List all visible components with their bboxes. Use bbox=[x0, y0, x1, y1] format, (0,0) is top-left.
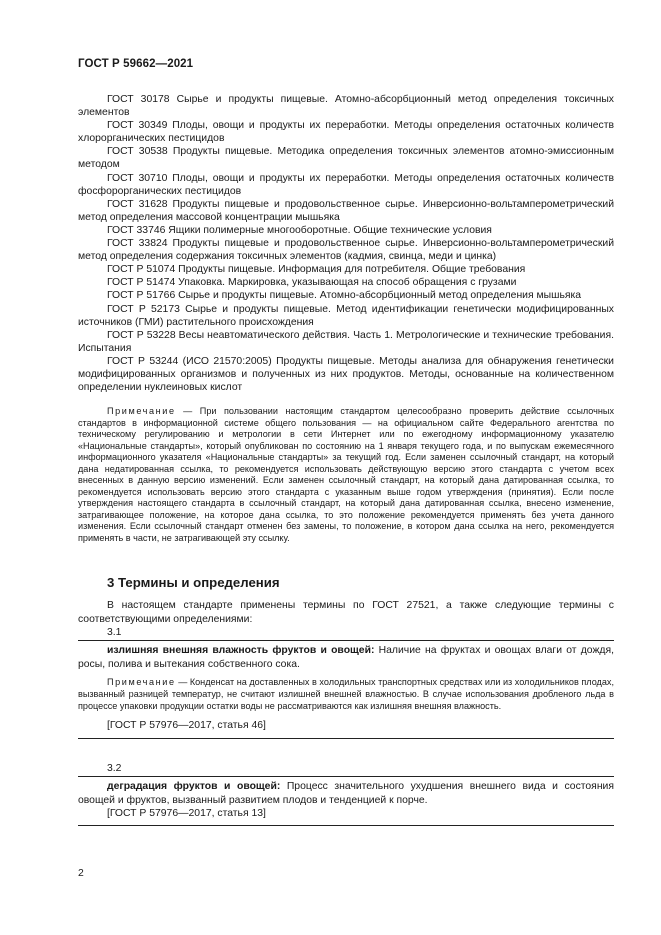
normative-references-list bbox=[78, 93, 614, 394]
term-name: излишняя внешняя влажность фруктов и овощей: bbox=[107, 645, 375, 656]
standard-header: ГОСТ Р 59662—2021 bbox=[78, 58, 194, 70]
term-definition bbox=[78, 780, 614, 807]
reference-item: ГОСТ 30178 Сырье и продукты пищевые. Атомно-абсорбционный метод определения токсичных элементов bbox=[78, 94, 614, 119]
reference-item: ГОСТ Р 51474 Упаковка. Маркировка, указывающая на способ обращения с грузами bbox=[107, 277, 517, 289]
reference-item: ГОСТ Р 53244 (ИСО 21570:2005) Продукты пищевые. Методы анализа для обнаружения генетически модифицированных организмов и полученных из них продуктов. Методы, основанные на количественном определении нуклеиновых кислот bbox=[78, 355, 614, 394]
term-definition bbox=[78, 644, 614, 671]
section-intro: В настоящем стандарте применены термины по ГОСТ 27521, а также следующие термины с соответствующими определениями: bbox=[78, 600, 614, 625]
term-note-label: Примечание bbox=[107, 677, 176, 688]
term-number: 3.1 bbox=[107, 627, 122, 638]
note-text: — При пользовании настоящим стандартом целесообразно проверить действие ссылочных стандартов в информационной системе общего пользования — на официальном сайте Федерального агентства по техническому регулированию и метрологии в сети Интернет или по ежегодному информационному указателю «Национальные стандарты», который опубликован по состоянию на 1 января текущего года, и по выпускам ежемесячного информационного указателя «Национальные стандарты» за текущий год. Если заменен ссылочный стандарт, на который дана недатированная ссылка, то рекомендуется использовать действующую версию этого стандарта с учетом всех внесенных в данную версию изменений. Если заменен ссылочный стандарт, на который дана датированная ссылка, то рекомендуется использовать версию этого стандарта с указанным выше годом утверждения (принятия). Если после утверждения настоящего стандарта в ссылочный стандарт, на который дана датированная ссылка, внесено изменение, затрагивающее положение, на которое дана ссылка, то это положение рекомендуется применять без учета данного изменения. Если ссылочный стандарт отменен без замены, то положение, в котором дана ссылка на него, рекомендуется применять в части, не затрагивающей эту ссылку. bbox=[78, 406, 614, 544]
term-text: Процесс значительного ухудшения внешнего вида и состояния овощей и фруктов, вызванный развитием плодов и тенденцией к порче. bbox=[78, 781, 614, 806]
section-title: 3 Термины и определения bbox=[107, 575, 280, 590]
reference-item: ГОСТ Р 51074 Продукты пищевые. Информация для потребителя. Общие требования bbox=[107, 264, 526, 276]
note-label: Примечание bbox=[107, 406, 176, 416]
reference-item: ГОСТ Р 52173 Сырье и продукты пищевые. Метод идентификации генетически модифицированных источников (ГМИ) растительного происхождения bbox=[78, 303, 614, 328]
reference-item: ГОСТ 33746 Ящики полимерные многооборотные. Общие технические условия bbox=[107, 224, 492, 236]
reference-item: ГОСТ 30710 Плоды, овощи и продукты их переработки. Методы определения остаточных количеств фосфорорганических пестицидов bbox=[78, 172, 614, 197]
reference-item: ГОСТ 33824 Продукты пищевые и продовольственное сырье. Инверсионно-вольтамперометрический метод определения содержания токсичных элементов (кадмия, свинца, меди и цинка) bbox=[78, 238, 614, 263]
reference-item: ГОСТ Р 51766 Сырье и продукты пищевые. Атомно-абсорбционный метод определения мышьяка bbox=[107, 290, 582, 302]
reference-item: ГОСТ 30538 Продукты пищевые. Методика определения токсичных элементов атомно-эмиссионным методом bbox=[78, 146, 614, 171]
term-text: Наличие на фруктах и овощах влаги от дождя, росы, полива и вытекания собственного сока. bbox=[78, 645, 614, 670]
reference-item: ГОСТ 30349 Плоды, овощи и продукты их переработки. Методы определения остаточных количеств хлорорганических пестицидов bbox=[78, 120, 614, 145]
term-name: деградация фруктов и овощей: bbox=[107, 781, 281, 792]
term-note bbox=[78, 677, 614, 712]
page-number: 2 bbox=[78, 868, 84, 879]
term-source: [ГОСТ Р 57976—2017, статья 13] bbox=[107, 808, 266, 820]
term-source: [ГОСТ Р 57976—2017, статья 46] bbox=[107, 719, 266, 731]
references-note bbox=[78, 406, 614, 545]
reference-item: ГОСТ Р 53228 Весы неавтоматического действия. Часть 1. Метрологические и технические требования. Испытания bbox=[78, 329, 614, 354]
reference-item: ГОСТ 31628 Продукты пищевые и продовольственное сырье. Инверсионно-вольтамперометрический метод определения массовой концентрации мышьяка bbox=[78, 198, 614, 223]
term-number: 3.2 bbox=[107, 763, 122, 774]
term-box bbox=[78, 776, 614, 826]
term-note-text: — Конденсат на доставленных в холодильных транспортных средствах или из холодильников плодах, вызванный разницей температур, не считают излишней внешней влажностью. В случае использования дробленого льда в процессе упаковки продукции остатки воды не рассматриваются как излишняя внешняя влажность. bbox=[78, 677, 614, 711]
term-box bbox=[78, 640, 614, 739]
